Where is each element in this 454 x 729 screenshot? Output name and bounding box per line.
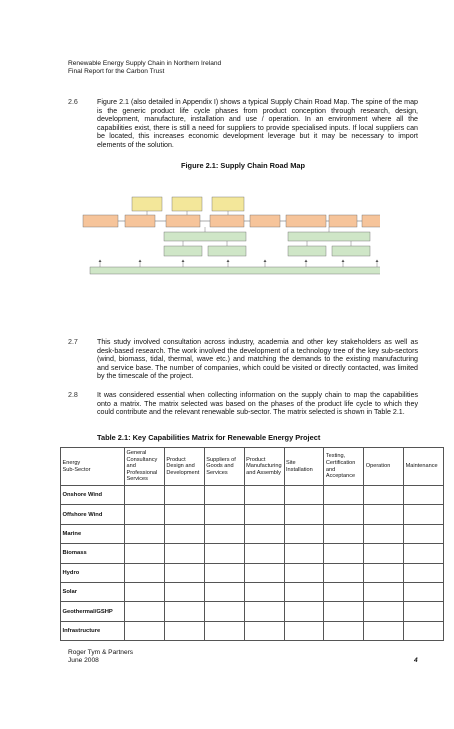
page-footer xyxy=(68,649,133,664)
table-cell xyxy=(404,544,444,563)
paragraph-text: This study involved consultation across industry, academia and other key stakeholders as well as desk-based research. The work involved the development of a technology tree of the key sub-sectors (wind, biomass, tidal, thermal, wave etc.) and matching the demands to the existing manufacturing and service base. The number of companies, which could be visited or directly contacted, was limited by the timescale of the project. xyxy=(97,338,418,381)
table-cell xyxy=(284,486,324,505)
table-cell xyxy=(404,524,444,543)
column-header: Product Design and Development xyxy=(164,448,204,486)
table-cell xyxy=(164,621,204,640)
header-title: Renewable Energy Supply Chain in Northern Ireland xyxy=(68,60,222,67)
table-row xyxy=(61,486,444,505)
table-cell xyxy=(204,524,244,543)
table-cell xyxy=(164,505,204,524)
footer-author: Roger Tym & Partners xyxy=(68,649,134,656)
header-sub-sector-label: Sub-Sector xyxy=(62,466,91,473)
table-cell xyxy=(244,602,284,621)
table-cell xyxy=(125,524,165,543)
table-cell xyxy=(364,621,404,640)
capabilities-matrix xyxy=(60,447,444,641)
table-cell xyxy=(204,582,244,601)
table-cell xyxy=(164,602,204,621)
header-subtitle: Final Report for the Carbon Trust xyxy=(68,67,165,75)
row-label: Infrastructure xyxy=(61,621,125,640)
supply-chain-tier xyxy=(164,227,370,256)
row-label: Biomass xyxy=(61,544,125,563)
table-cell xyxy=(164,563,204,582)
paragraph-number: 2.7 xyxy=(68,338,78,346)
table-cell xyxy=(244,505,284,524)
paragraph-2-7 xyxy=(68,338,418,382)
table-cell xyxy=(364,544,404,563)
column-header: Maintenance xyxy=(404,448,444,486)
table-cell xyxy=(324,544,364,563)
table-row xyxy=(61,524,444,543)
table-cell xyxy=(364,505,404,524)
table-row xyxy=(61,602,444,621)
table-cell xyxy=(204,563,244,582)
table-cell xyxy=(244,524,284,543)
table-row xyxy=(61,544,444,563)
table-cell xyxy=(324,486,364,505)
table-cell xyxy=(324,524,364,543)
table-row xyxy=(61,621,444,640)
table-cell xyxy=(164,524,204,543)
table-cell xyxy=(364,582,404,601)
column-header-energy-sub-sector xyxy=(61,448,125,486)
table-cell xyxy=(125,582,165,601)
row-label: Onshore Wind xyxy=(61,486,125,505)
table-cell xyxy=(284,505,324,524)
paragraph-text: Figure 2.1 (also detailed in Appendix I) shows a typical Supply Chain Road Map. The spine of the map is the generic product life cycle phases from product conception through research, design, development, manufacture, installation and use / operation. In an environment where all the capabilities exist, there is still a need for suppliers to provide specialised inputs. If local suppliers can be located, this increases economic development leverage but it may be necessary to import elements of the solution. xyxy=(97,98,418,149)
table-cell xyxy=(404,602,444,621)
column-header: General Consultancy and Professional Services xyxy=(125,448,165,486)
table-cell xyxy=(204,602,244,621)
table-cell xyxy=(244,544,284,563)
table-cell xyxy=(404,563,444,582)
table-cell xyxy=(324,582,364,601)
table-title: Table 2.1: Key Capabilities Matrix for Renewable Energy Project xyxy=(97,433,321,442)
table-cell xyxy=(125,602,165,621)
table-cell xyxy=(404,582,444,601)
table-cell xyxy=(244,621,284,640)
table-cell xyxy=(364,486,404,505)
table-cell xyxy=(125,563,165,582)
table-cell xyxy=(164,582,204,601)
paragraph-number: 2.6 xyxy=(68,98,78,106)
column-header: Testing, Certification and Acceptance xyxy=(324,448,364,486)
table-cell xyxy=(164,486,204,505)
row-label: Solar xyxy=(61,582,125,601)
table-cell xyxy=(364,563,404,582)
figure-title: Figure 2.1: Supply Chain Road Map xyxy=(180,161,305,170)
support-bar xyxy=(90,260,380,275)
page-header xyxy=(68,60,221,75)
paragraph-2-6 xyxy=(68,98,418,158)
table-cell xyxy=(125,621,165,640)
table-cell xyxy=(204,486,244,505)
table-cell xyxy=(284,524,324,543)
footer-date: June 2008 xyxy=(68,656,99,664)
table-header-row xyxy=(61,448,444,486)
paragraph-number: 2.8 xyxy=(68,391,78,399)
table-cell xyxy=(404,505,444,524)
table-cell xyxy=(324,621,364,640)
table-cell xyxy=(284,563,324,582)
row-label: Geothermal/GSHP xyxy=(61,602,125,621)
column-header: Product Manufacturing and Assembly xyxy=(244,448,284,486)
table-cell xyxy=(125,505,165,524)
table-cell xyxy=(244,563,284,582)
column-header: Suppliers of Goods and Services xyxy=(204,448,244,486)
table-row xyxy=(61,563,444,582)
column-header: Site Installation xyxy=(284,448,324,486)
table-cell xyxy=(244,486,284,505)
lifecycle-spine xyxy=(83,215,380,227)
table-cell xyxy=(284,602,324,621)
supply-chain-road-map xyxy=(80,196,380,276)
header-energy-label: Energy xyxy=(62,459,81,466)
table-cell xyxy=(204,621,244,640)
top-tier-boxes xyxy=(132,197,244,215)
table-cell xyxy=(125,486,165,505)
table-cell xyxy=(324,602,364,621)
table-cell xyxy=(204,505,244,524)
table-cell xyxy=(244,582,284,601)
table-cell xyxy=(324,505,364,524)
page-number: 4 xyxy=(414,657,418,664)
table-row xyxy=(61,505,444,524)
table-cell xyxy=(284,621,324,640)
column-header: Operation xyxy=(364,448,404,486)
table-cell xyxy=(324,563,364,582)
table-cell xyxy=(125,544,165,563)
table-row xyxy=(61,582,444,601)
table-cell xyxy=(404,486,444,505)
table-cell xyxy=(364,524,404,543)
row-label: Offshore Wind xyxy=(61,505,125,524)
row-label: Hydro xyxy=(61,563,125,582)
paragraph-text: It was considered essential when collecting information on the supply chain to map the capabilities onto a matrix. The matrix selected was based on the phases of the product life cycle to which they could contribute and the relevant renewable sub-sector. The matrix selected is shown in Table 2.1. xyxy=(97,391,418,417)
row-label: Marine xyxy=(61,524,125,543)
table-cell xyxy=(284,582,324,601)
table-cell xyxy=(404,621,444,640)
table-cell xyxy=(284,544,324,563)
table-cell xyxy=(164,544,204,563)
table-cell xyxy=(204,544,244,563)
table-cell xyxy=(364,602,404,621)
paragraph-2-8 xyxy=(68,391,418,427)
